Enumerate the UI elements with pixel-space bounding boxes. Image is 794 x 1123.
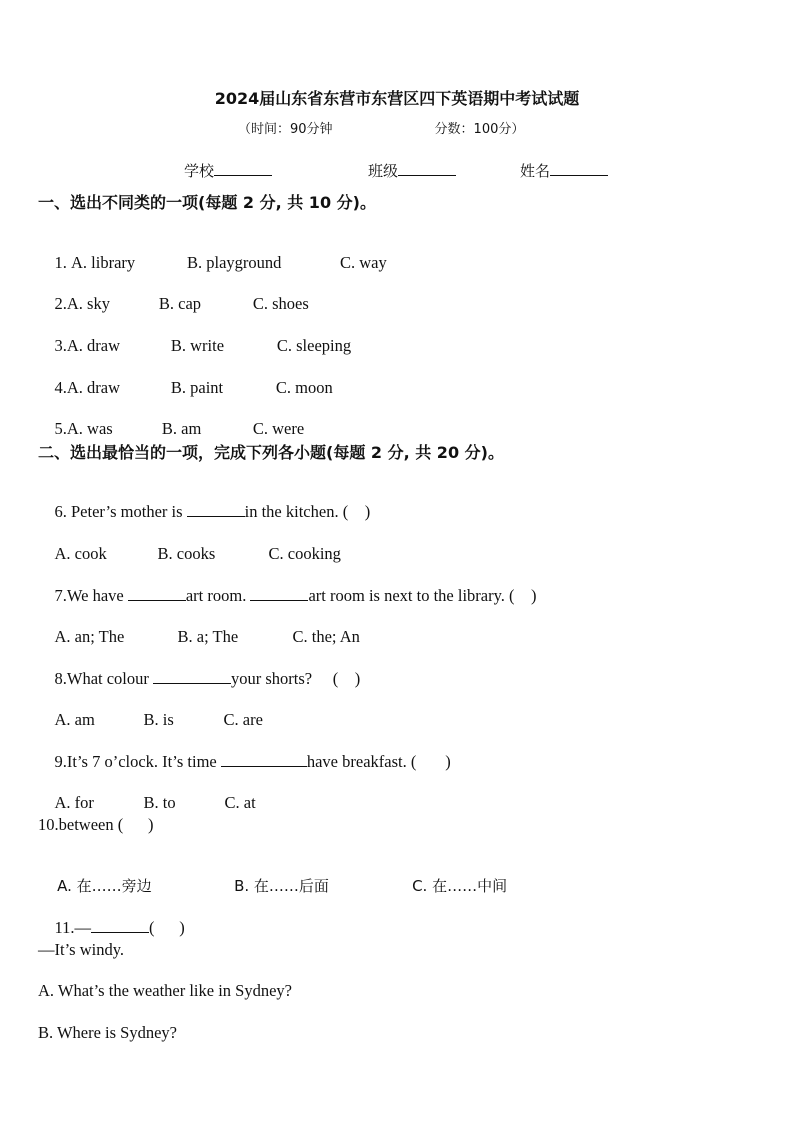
q2-number: 2. (54, 294, 67, 313)
q6-text-end: in the kitchen. ( ) (244, 502, 371, 521)
q6-option-a[interactable]: A. cook (54, 544, 107, 563)
q2-option-b[interactable]: B. cap (158, 294, 202, 313)
q8-blank[interactable] (153, 669, 231, 684)
q7-text-mid: art room. (185, 586, 251, 605)
q8-text-end: your shorts? ( ) (231, 669, 361, 688)
q11-text-end: ( ) (149, 918, 185, 937)
q9-text-end: have breakfast. ( ) (306, 752, 451, 771)
school-field (184, 160, 272, 181)
q7-blank-2[interactable] (250, 586, 308, 601)
q9-option-c[interactable]: C. at (224, 793, 256, 812)
q6-blank[interactable] (187, 502, 245, 517)
q8-option-b[interactable]: B. is (143, 710, 174, 729)
q7-text-start: 7.We have (54, 586, 128, 605)
q5-option-c[interactable]: C. were (252, 419, 305, 438)
class-field (368, 160, 456, 181)
name-label: 姓名 (520, 162, 551, 180)
q1-option-b[interactable]: B. playground (187, 253, 282, 272)
q8-text-start: 8.What colour (54, 669, 154, 688)
q5-number: 5. (54, 419, 67, 438)
q3-option-c[interactable]: C. sleeping (276, 336, 352, 355)
name-field (520, 160, 608, 181)
q11-reply: —It’s windy. (38, 940, 125, 959)
q10-option-c[interactable]: C. 在……中间 (412, 877, 508, 895)
q11-option-a[interactable]: A. What’s the weather like in Sydney? (38, 981, 293, 1000)
section-2-heading: 二、选出最恰当的一项，完成下列各小题(每题 2 分, 共 20 分)。 (38, 443, 504, 462)
q7-blank-1[interactable] (128, 586, 186, 601)
q4-option-c[interactable]: C. moon (275, 378, 333, 397)
q9-text-start: 9.It’s 7 o’clock. It’s time (54, 752, 221, 771)
q7-option-b[interactable]: B. a; The (177, 627, 239, 646)
q2-option-c[interactable]: C. shoes (252, 294, 309, 313)
school-label: 学校 (184, 162, 215, 180)
q1-option-a[interactable]: A. library (71, 253, 136, 272)
q3-option-b[interactable]: B. write (170, 336, 225, 355)
q7-option-c[interactable]: C. the; An (292, 627, 360, 646)
q6-option-c[interactable]: C. cooking (268, 544, 341, 563)
q9-option-a[interactable]: A. for (54, 793, 94, 812)
total-score: 分数：100分） (434, 122, 525, 137)
q9-option-b[interactable]: B. to (143, 793, 176, 812)
exam-title: 2024届山东省东营市东营区四下英语期中考试试题 (214, 89, 580, 108)
name-blank[interactable] (550, 162, 608, 176)
time-limit: （时间：90分钟 (238, 122, 333, 137)
q5-option-b[interactable]: B. am (161, 419, 202, 438)
q4-option-a[interactable]: A. draw (66, 378, 121, 397)
q7-option-a[interactable]: A. an; The (54, 627, 125, 646)
q10-option-a[interactable]: A. 在……旁边 (57, 877, 152, 895)
question-10: 10.between ( ) (38, 815, 154, 834)
q4-option-b[interactable]: B. paint (170, 378, 224, 397)
school-blank[interactable] (214, 162, 272, 176)
q11-text-start: 11.— (54, 918, 92, 937)
q9-blank[interactable] (221, 752, 307, 767)
q5-option-a[interactable]: A. was (66, 419, 113, 438)
q11-blank[interactable] (91, 918, 149, 933)
q3-number: 3. (54, 336, 67, 355)
q7-text-end: art room is next to the library. ( ) (308, 586, 537, 605)
q8-option-c[interactable]: C. are (223, 710, 263, 729)
q2-option-a[interactable]: A. sky (66, 294, 110, 313)
q6-text-start: 6. Peter’s mother is (54, 502, 187, 521)
exam-subtitle (238, 118, 524, 137)
q1-option-c[interactable]: C. way (340, 253, 387, 272)
class-blank[interactable] (398, 162, 456, 176)
q3-option-a[interactable]: A. draw (66, 336, 121, 355)
q8-option-a[interactable]: A. am (54, 710, 95, 729)
class-label: 班级 (368, 162, 399, 180)
q11-option-b[interactable]: B. Where is Sydney? (38, 1023, 178, 1042)
section-1-heading: 一、选出不同类的一项(每题 2 分, 共 10 分)。 (38, 193, 376, 212)
q6-option-b[interactable]: B. cooks (157, 544, 216, 563)
q4-number: 4. (54, 378, 67, 397)
q10-option-b[interactable]: B. 在……后面 (234, 877, 329, 895)
q1-number: 1. (54, 253, 71, 272)
